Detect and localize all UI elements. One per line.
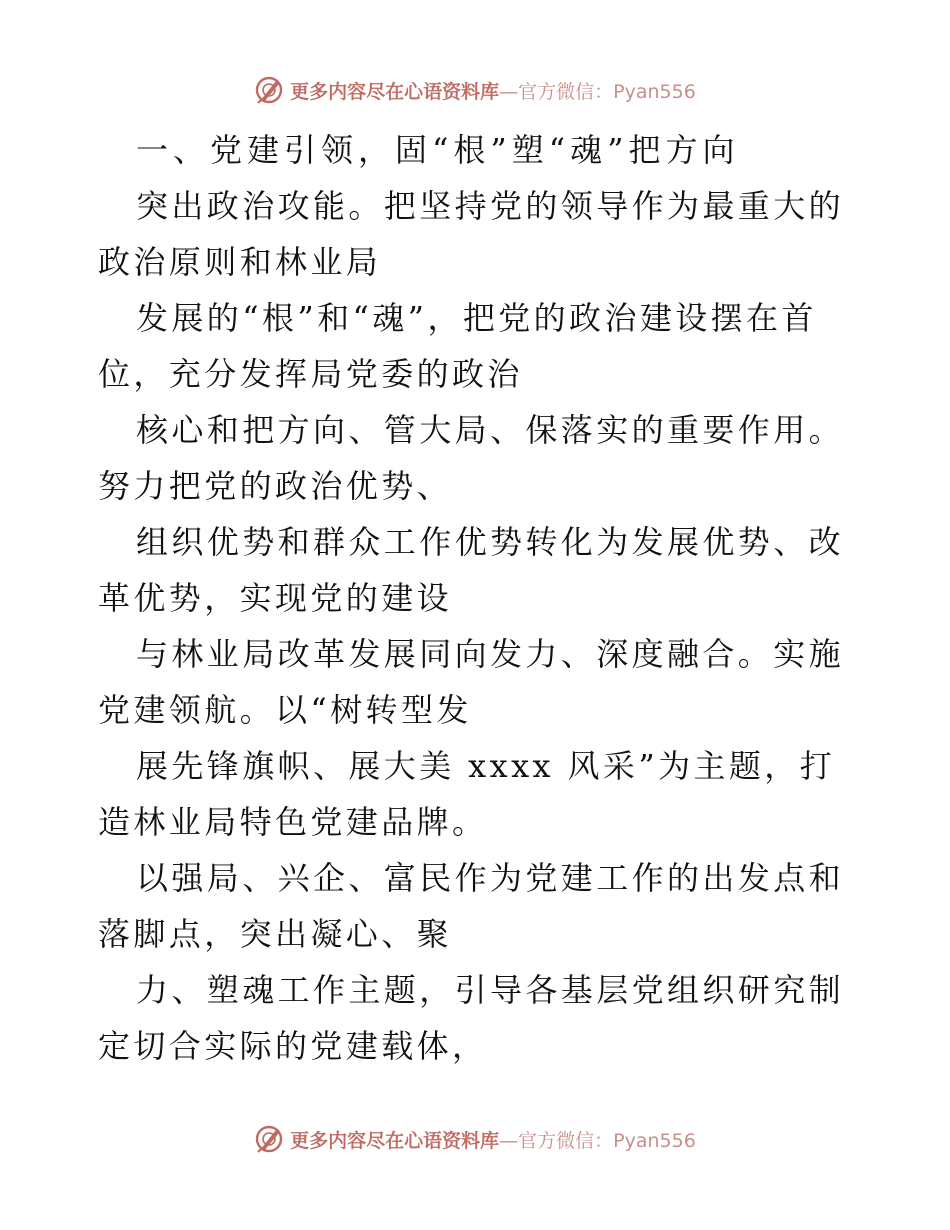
watermark-brand: 更多内容尽在心语资料库 (290, 1129, 500, 1152)
paragraph: 组织优势和群众工作优势转化为发展优势、改革优势，实现党的建设 (98, 523, 845, 617)
footer-watermark (0, 1122, 950, 1156)
paragraph: 核心和把方向、管大局、保落实的重要作用。努力把党的政治优势、 (98, 411, 845, 505)
watermark-suffix: 官方微信：Pyan556 (518, 1129, 696, 1152)
quill-pen-circle-icon (254, 1124, 284, 1154)
paragraph: 突出政治攻能。把坚持党的领导作为最重大的政治原则和林业局 (98, 187, 845, 281)
quill-pen-circle-icon (254, 75, 284, 105)
watermark-brand: 更多内容尽在心语资料库 (290, 80, 500, 103)
paragraph: 以强局、兴企、富民作为党建工作的出发点和落脚点，突出凝心、聚 (98, 859, 845, 953)
watermark-suffix: 官方微信：Pyan556 (518, 80, 696, 103)
paragraph: 展先锋旗帜、展大美 xxxx 风采”为主题，打造林业局特色党建品牌。 (98, 747, 836, 841)
document-body (98, 122, 858, 1074)
paragraph: 发展的“根”和“魂”，把党的政治建设摆在首位，充分发挥局党委的政治 (98, 299, 817, 393)
paragraph: 与林业局改革发展同向发力、深度融合。实施党建领航。以“树转型发 (98, 635, 845, 729)
watermark-separator: — (499, 80, 519, 103)
watermark-separator: — (499, 1129, 519, 1152)
header-watermark (0, 73, 950, 107)
section-heading: 一、党建引领，固“根”塑“魂”把方向 (136, 131, 740, 169)
watermark-text (290, 1126, 696, 1153)
watermark-text (290, 77, 696, 104)
paragraph: 力、塑魂工作主题，引导各基层党组织研究制定切合实际的党建载体， (98, 971, 845, 1065)
